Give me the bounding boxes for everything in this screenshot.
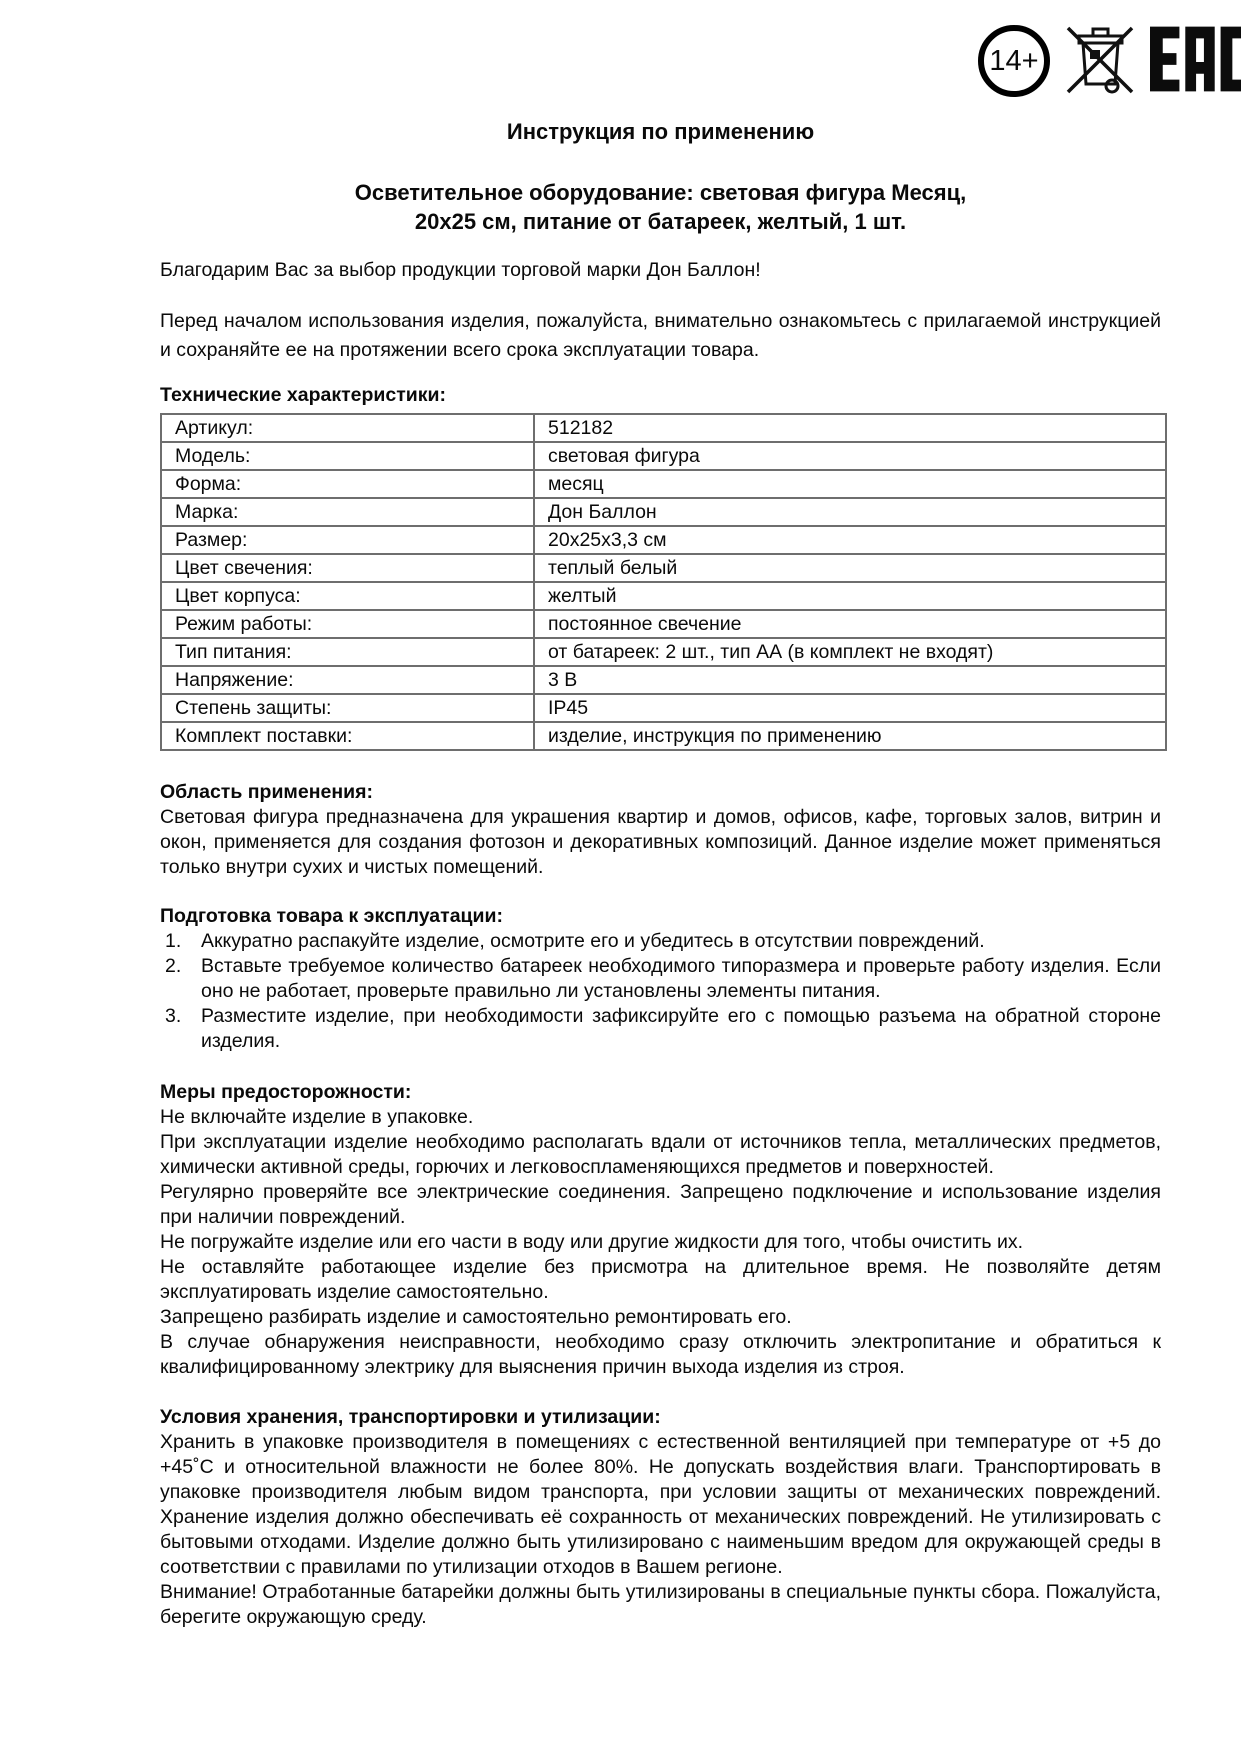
specs-heading: Технические характеристики: [160,384,447,406]
spec-label: Степень защиты: [161,694,534,722]
table-row [161,526,1166,554]
table-row [161,610,1166,638]
spec-label: Форма: [161,470,534,498]
table-row [161,582,1166,610]
spec-value: желтый [534,582,1166,610]
spec-label: Комплект поставки: [161,722,534,750]
spec-value: постоянное свечение [534,610,1166,638]
preparation-item: Вставьте требуемое количество батареек необходимого типоразмера и проверьте работу изделия. Если оно не работает, проверьте правильно ли установлены элементы питания. [201,955,1161,1002]
intro-block [160,256,1161,365]
product-subtitle-line2: 20х25 см, питание от батареек, желтый, 1 шт. [414,209,907,234]
precaution-paragraph: Не оставляйте работающее изделие без присмотра на длительное время. Не позволяйте детям эксплуатировать изделие самостоятельно. [160,1256,1161,1303]
preparation-list [160,929,1161,1054]
spec-label: Напряжение: [161,666,534,694]
storage-paragraph: Хранить в упаковке производителя в помещениях с естественной вентиляцией при температуре от +5 до +45˚С и относительной влажности не более 80%. Не допускать воздействия влаги. Транспортировать в упаковке производителя любым видом транспорта, при условии защиты от механических повреждений. Хранение изделия должно обеспечивать её сохранность от механических повреждений. Не утилизировать с бытовыми отходами. Изделие должно быть утилизировано с наименьшим вредом для окружающей среды в соответствии с правилами по утилизации отходов в Вашем регионе. [160,1431,1161,1578]
table-row [161,694,1166,722]
preparation-item: Разместите изделие, при необходимости зафиксируйте его с помощью разъема на обратной стороне изделия. [201,1005,1161,1052]
spec-label: Цвет свечения: [161,554,534,582]
precautions-heading: Меры предосторожности: [160,1081,412,1103]
spec-value: 3 В [534,666,1166,694]
table-row [161,414,1166,442]
spec-label: Цвет корпуса: [161,582,534,610]
table-row [161,470,1166,498]
spec-label: Модель: [161,442,534,470]
precaution-paragraph: При эксплуатации изделие необходимо располагать вдали от источников тепла, металлических предметов, химически активной среды, горючих и легковоспламеняющихся предметов и поверхностей. [160,1131,1161,1178]
storage-heading: Условия хранения, транспортировки и утилизации: [160,1406,661,1428]
spec-value: световая фигура [534,442,1166,470]
table-row [161,498,1166,526]
precaution-paragraph: Запрещено разбирать изделие и самостоятельно ремонтировать его. [160,1306,792,1328]
application-heading: Область применения: [160,781,373,803]
spec-label: Размер: [161,526,534,554]
spec-value: месяц [534,470,1166,498]
preparation-item: Аккуратно распакуйте изделие, осмотрите его и убедитесь в отсутствии повреждений. [201,930,985,952]
table-row [161,638,1166,666]
specs-table [160,413,1167,751]
spec-value: теплый белый [534,554,1166,582]
spec-value: изделие, инструкция по применению [534,722,1166,750]
product-subtitle [160,178,1161,236]
document-title: Инструкция по применению [506,119,815,144]
application-paragraph: Световая фигура предназначена для украшения квартир и домов, офисов, кафе, торговых залов, витрин и окон, применяется для создания фотозон и декоративных композиций. Данное изделие может применяться только внутри сухих и чистых помещений. [160,806,1161,878]
spec-value: от батареек: 2 шт., тип АА (в комплект не входят) [534,638,1166,666]
spec-label: Режим работы: [161,610,534,638]
document-body [160,0,1161,1630]
spec-value: IP45 [534,694,1166,722]
age-restriction-text: 14+ [989,44,1039,77]
spec-value: Дон Баллон [534,498,1166,526]
spec-label: Марка: [161,498,534,526]
spec-value: 20х25х3,3 см [534,526,1166,554]
preparation-heading: Подготовка товара к эксплуатации: [160,905,503,927]
product-subtitle-line1: Осветительное оборудование: световая фигура Месяц, [354,180,967,205]
table-row [161,666,1166,694]
eac-mark-icon [1150,26,1241,97]
precaution-paragraph: Регулярно проверяйте все электрические соединения. Запрещено подключение и использование изделия при наличии повреждений. [160,1181,1161,1228]
battery-warning-paragraph: Внимание! Отработанные батарейки должны быть утилизированы в специальные пункты сбора. Пожалуйста, берегите окружающую среду. [160,1581,1161,1628]
spec-label: Тип питания: [161,638,534,666]
read-instruction-paragraph: Перед началом использования изделия, пожалуйста, внимательно ознакомьтесь с прилагаемой инструкцией и сохраняйте ее на протяжении всего срока эксплуатации товара. [160,310,1161,361]
table-row [161,554,1166,582]
thanks-paragraph: Благодарим Вас за выбор продукции торговой марки Дон Баллон! [160,259,761,281]
table-row [161,722,1166,750]
precaution-paragraph: Не включайте изделие в упаковке. [160,1106,474,1128]
precaution-paragraph: Не погружайте изделие или его части в воду или другие жидкости для того, чтобы очистить их. [160,1231,1024,1253]
precaution-paragraph: В случае обнаружения неисправности, необходимо сразу отключить электропитание и обратиться к квалифицированному электрику для выяснения причин выхода изделия из строя. [160,1331,1161,1378]
spec-value: 512182 [534,414,1166,442]
table-row [161,442,1166,470]
spec-label: Артикул: [161,414,534,442]
